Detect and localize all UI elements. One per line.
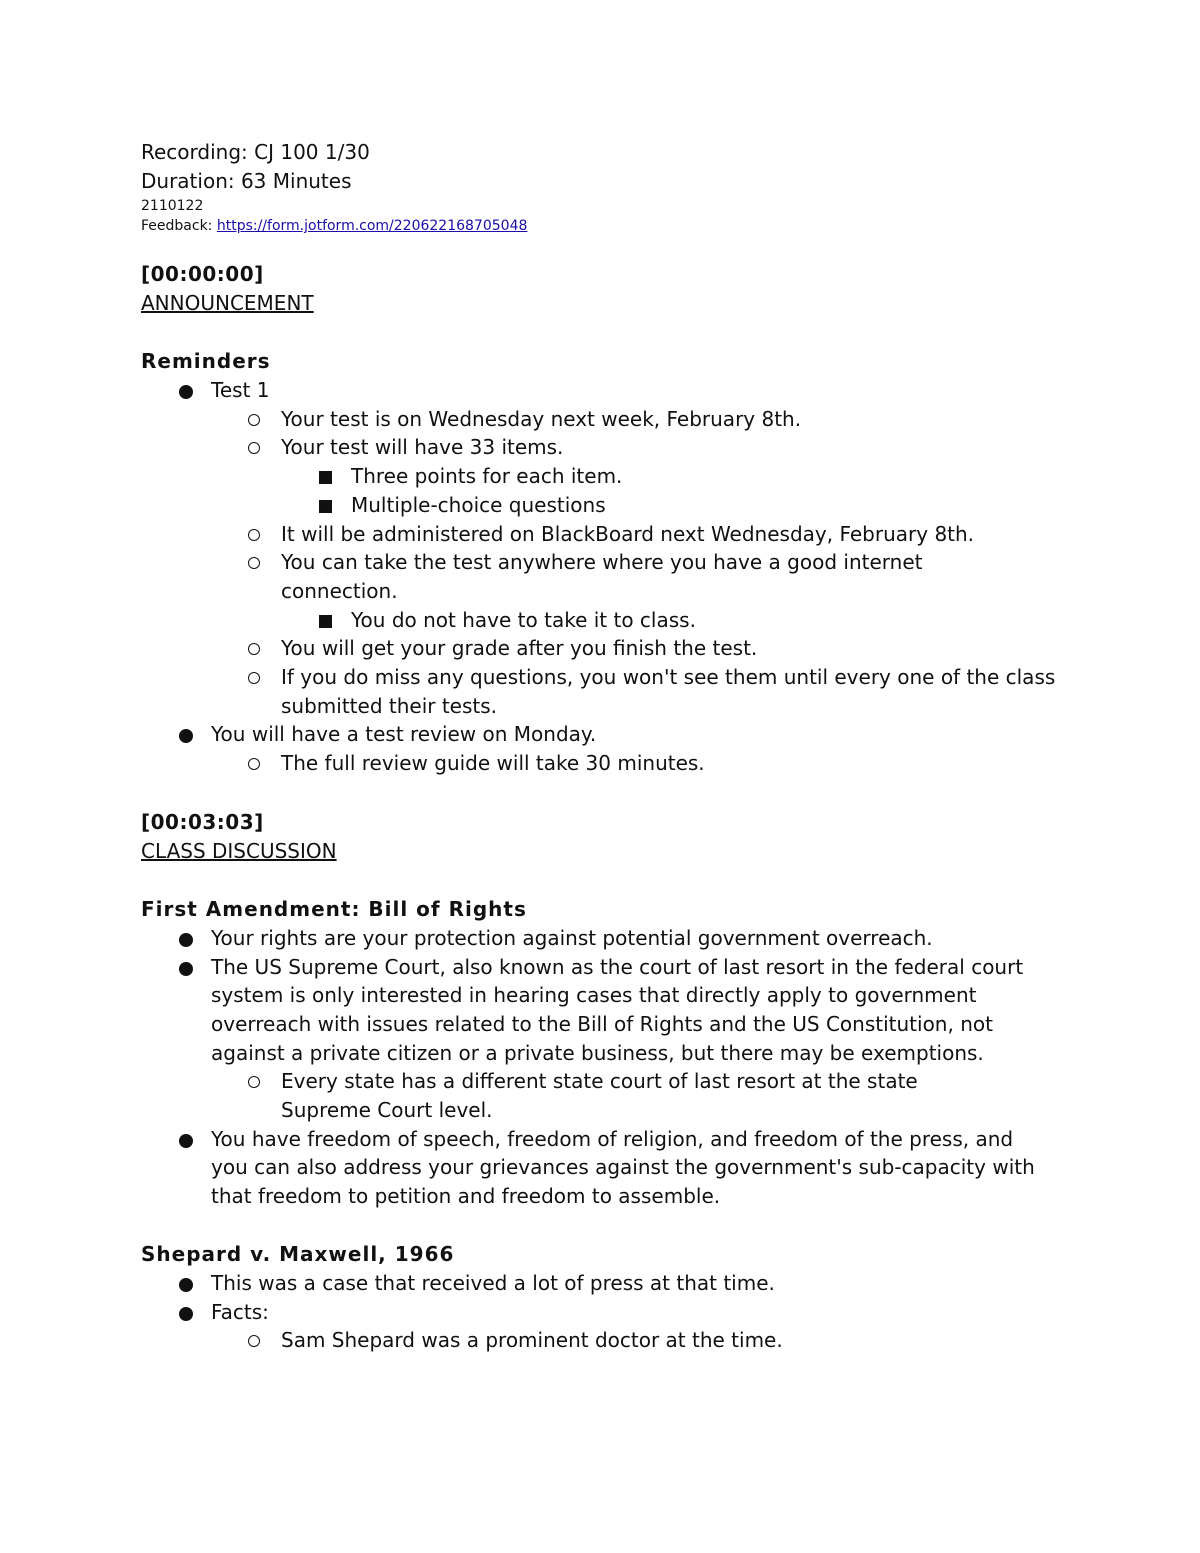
duration-line: Duration: 63 Minutes xyxy=(141,169,352,193)
circle-bullet-icon xyxy=(248,643,260,655)
list-item: Your test is on Wednesday next week, February 8th. xyxy=(211,405,1071,434)
disc-bullet-icon xyxy=(179,933,193,947)
list-item: Facts: xyxy=(141,1298,1071,1327)
subhead-reminders: Reminders xyxy=(141,349,271,373)
square-bullet-icon xyxy=(319,615,332,628)
square-bullet-icon xyxy=(319,471,332,484)
document-header xyxy=(141,138,1071,236)
list-item: You do not have to take it to class. xyxy=(281,606,1071,635)
reminders-list xyxy=(141,376,1071,778)
list-item: Your rights are your protection against potential government overreach. xyxy=(141,924,1071,953)
list-item: Your test will have 33 items. xyxy=(211,433,1071,462)
disc-bullet-icon xyxy=(179,729,193,743)
list-item: Sam Shepard was a prominent doctor at the time. xyxy=(211,1326,1071,1355)
section-timestamp: [00:03:03] xyxy=(141,809,264,834)
list-item: Three points for each item. xyxy=(281,462,1071,491)
list-item: If you do miss any questions, you won't see them until every one of the class submitted their tests. xyxy=(211,663,1071,720)
list-item: You will get your grade after you finish the test. xyxy=(211,634,1071,663)
list-item: You will have a test review on Monday. xyxy=(141,720,1071,749)
list-item: The US Supreme Court, also known as the court of last resort in the federal court system is only interested in hearing cases that directly apply to government overreach with issues related to the Bill of Rights and the US Constitution, not against a private citizen or a private business, but there may be exemptions. xyxy=(141,953,1031,1068)
circle-bullet-icon xyxy=(248,672,260,684)
subhead-shepard: Shepard v. Maxwell, 1966 xyxy=(141,1241,455,1266)
first-amendment-list xyxy=(141,924,1071,1211)
disc-bullet-icon xyxy=(179,1134,193,1148)
code-line: 2110122 xyxy=(141,198,204,214)
list-item: Test 1 xyxy=(141,376,1071,405)
section-title: CLASS DISCUSSION xyxy=(141,838,337,863)
circle-bullet-icon xyxy=(248,758,260,770)
circle-bullet-icon xyxy=(248,442,260,454)
circle-bullet-icon xyxy=(248,414,260,426)
circle-bullet-icon xyxy=(248,1335,260,1347)
list-item: This was a case that received a lot of press at that time. xyxy=(141,1269,1071,1298)
test-details-list xyxy=(211,405,1071,721)
circle-bullet-icon xyxy=(248,529,260,541)
shepard-list xyxy=(141,1269,1071,1355)
section-title: ANNOUNCEMENT xyxy=(141,291,314,315)
list-item: You can take the test anywhere where you have a good internet connection. xyxy=(211,548,981,605)
disc-bullet-icon xyxy=(179,385,193,399)
disc-bullet-icon xyxy=(179,1307,193,1321)
disc-bullet-icon xyxy=(179,962,193,976)
subhead-first-amendment: First Amendment: Bill of Rights xyxy=(141,896,527,921)
circle-bullet-icon xyxy=(248,1076,260,1088)
class-discussion-section xyxy=(141,808,1071,1355)
recording-line: Recording: CJ 100 1/30 xyxy=(141,140,370,164)
list-item: Every state has a different state court of last resort at the state Supreme Court level. xyxy=(211,1067,981,1124)
section-timestamp: [00:00:00] xyxy=(141,262,264,286)
feedback-line xyxy=(141,216,1071,236)
disc-bullet-icon xyxy=(179,1278,193,1292)
list-item: It will be administered on BlackBoard next Wednesday, February 8th. xyxy=(211,520,1071,549)
square-bullet-icon xyxy=(319,500,332,513)
list-item: You have freedom of speech, freedom of religion, and freedom of the press, and you can also address your grievances against the government's sub-capacity with that freedom to petition and freedom to assemble. xyxy=(141,1125,1041,1211)
feedback-link[interactable]: https://form.jotform.com/220622168705048 xyxy=(216,218,528,234)
list-item: The full review guide will take 30 minutes. xyxy=(211,749,1071,778)
announcement-section xyxy=(141,260,1071,778)
document-page xyxy=(141,138,1071,1355)
circle-bullet-icon xyxy=(248,557,260,569)
list-item: Multiple-choice questions xyxy=(281,491,1071,520)
feedback-label: Feedback: xyxy=(141,218,217,234)
